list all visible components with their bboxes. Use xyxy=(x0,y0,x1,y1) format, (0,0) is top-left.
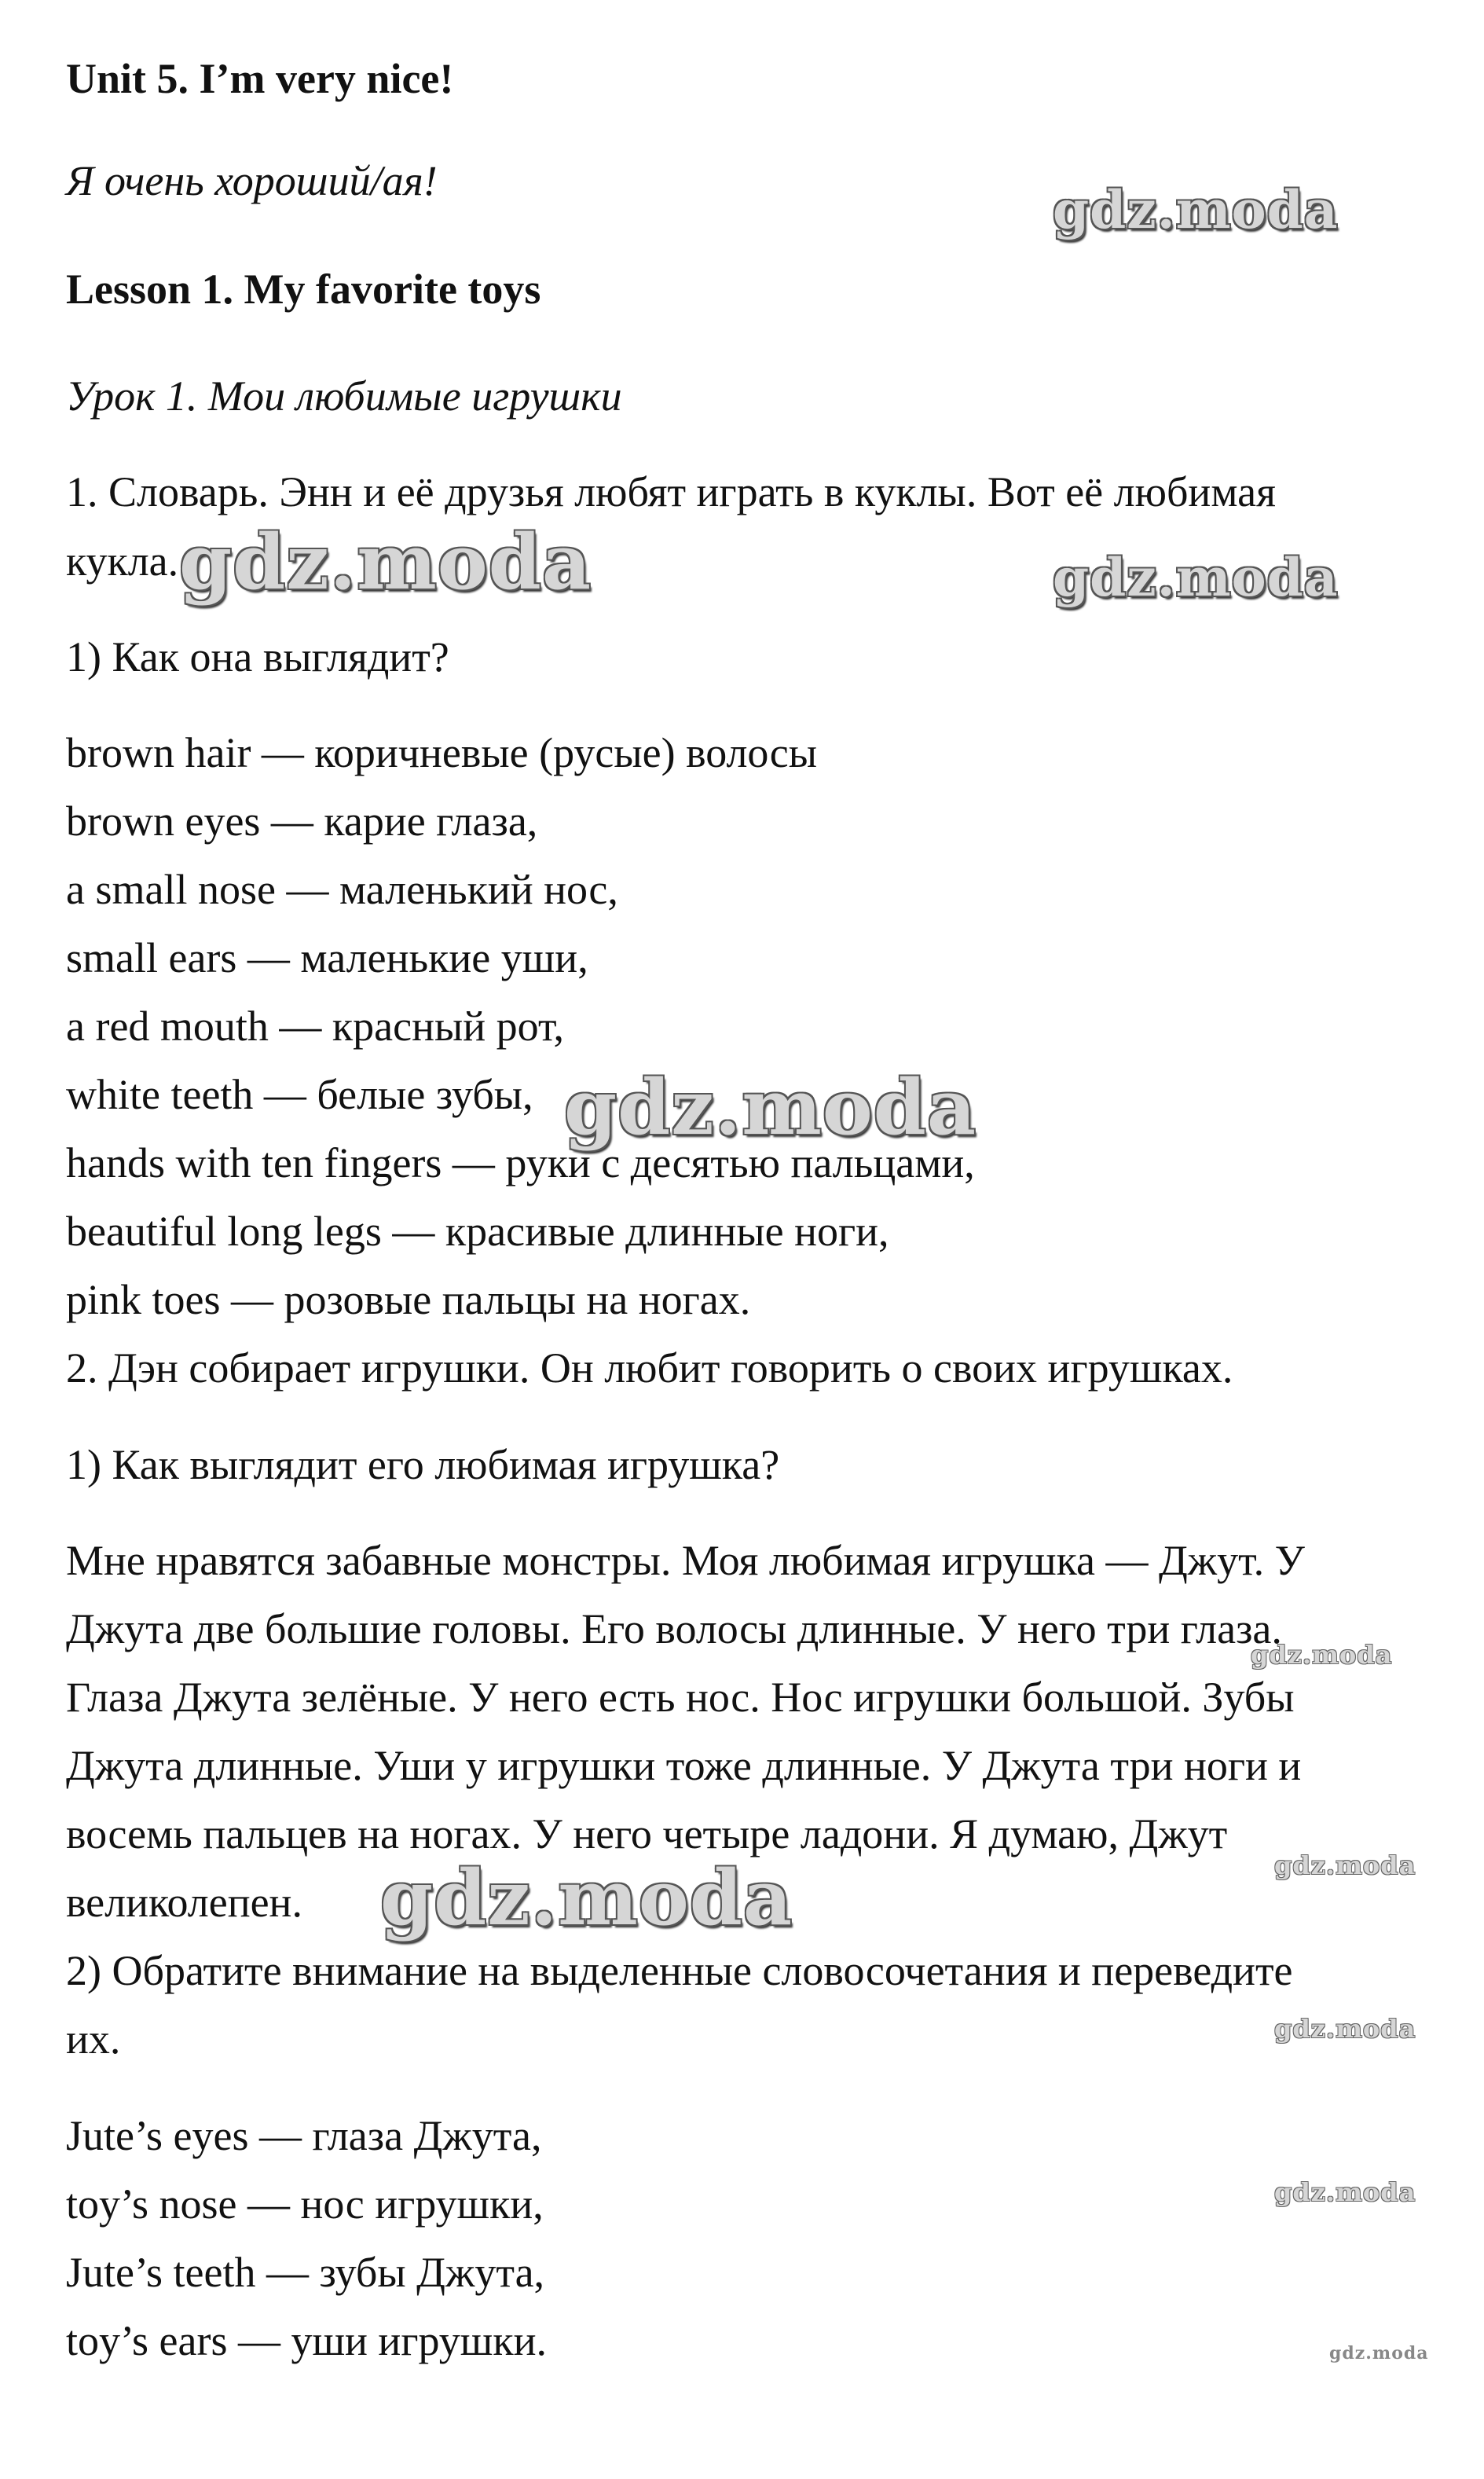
answer-item: toy’s nose — нос игрушки, xyxy=(66,2180,544,2228)
watermark: gdz.moda xyxy=(564,1063,977,1152)
watermark: gdz.moda xyxy=(179,518,592,607)
lesson-translation: Урок 1. Мои любимые игрушки xyxy=(66,372,622,420)
vocab-item: small ears — маленькие уши, xyxy=(66,934,588,981)
watermark: gdz.moda xyxy=(1053,547,1339,608)
watermark: gdz.moda xyxy=(1274,2014,1416,2044)
watermark: gdz.moda xyxy=(1053,179,1339,240)
vocab-item: brown eyes — карие глаза, xyxy=(66,798,538,845)
task1-intro-line1: 1. Словарь. Энн и её друзья любят играть в куклы. Вот её любимая xyxy=(66,468,1276,515)
vocab-item: a small nose — маленький нос, xyxy=(66,866,618,913)
vocab-item: pink toes — розовые пальцы на ногах. xyxy=(66,1276,751,1323)
unit-translation: Я очень хороший/ая! xyxy=(66,157,438,204)
task1-intro-line2: кукла. xyxy=(66,537,179,585)
watermark: gdz.moda xyxy=(380,1854,793,1942)
watermark: gdz.moda xyxy=(1329,2343,1429,2363)
lesson-title: Lesson 1. My favorite toys xyxy=(66,266,541,313)
answer-item: toy’s ears — уши игрушки. xyxy=(66,2317,547,2364)
vocab-item: hands with ten fingers — руки с десятью пальцами, xyxy=(66,1139,975,1186)
watermark: gdz.moda xyxy=(1274,1850,1416,1880)
paragraph-line: Джута длинные. Уши у игрушки тоже длинные. У Джута три ноги и xyxy=(66,1742,1302,1789)
unit-title: Unit 5. I’m very nice! xyxy=(66,55,454,102)
paragraph-line: великолепен. xyxy=(66,1879,302,1926)
task2-question1: 1) Как выглядит его любимая игрушка? xyxy=(66,1441,780,1488)
watermark: gdz.moda xyxy=(1274,2177,1416,2207)
task2-question2-line2: их. xyxy=(66,2015,121,2063)
answer-item: Jute’s teeth — зубы Джута, xyxy=(66,2249,545,2296)
vocab-item: brown hair — коричневые (русые) волосы xyxy=(66,729,818,776)
watermark: gdz.moda xyxy=(1251,1640,1393,1670)
answer-item: Jute’s eyes — глаза Джута, xyxy=(66,2112,542,2159)
paragraph-line: Джута две большие головы. Его волосы длинные. У него три глаза. xyxy=(66,1605,1282,1652)
task2-question2-line1: 2) Обратите внимание на выделенные словосочетания и переведите xyxy=(66,1947,1293,1994)
paragraph-line: Глаза Джута зелёные. У него есть нос. Нос игрушки большой. Зубы xyxy=(66,1674,1295,1721)
task2-intro: 2. Дэн собирает игрушки. Он любит говорить о своих игрушках. xyxy=(66,1344,1233,1392)
task1-question: 1) Как она выглядит? xyxy=(66,633,449,680)
vocab-item: beautiful long legs — красивые длинные ноги, xyxy=(66,1208,889,1255)
vocab-item: a red mouth — красный рот, xyxy=(66,1003,564,1050)
paragraph-line: восемь пальцев на ногах. У него четыре ладони. Я думаю, Джут xyxy=(66,1810,1228,1857)
vocab-item: white teeth — белые зубы, xyxy=(66,1071,533,1118)
paragraph-line: Мне нравятся забавные монстры. Моя любимая игрушка — Джут. У xyxy=(66,1537,1305,1584)
